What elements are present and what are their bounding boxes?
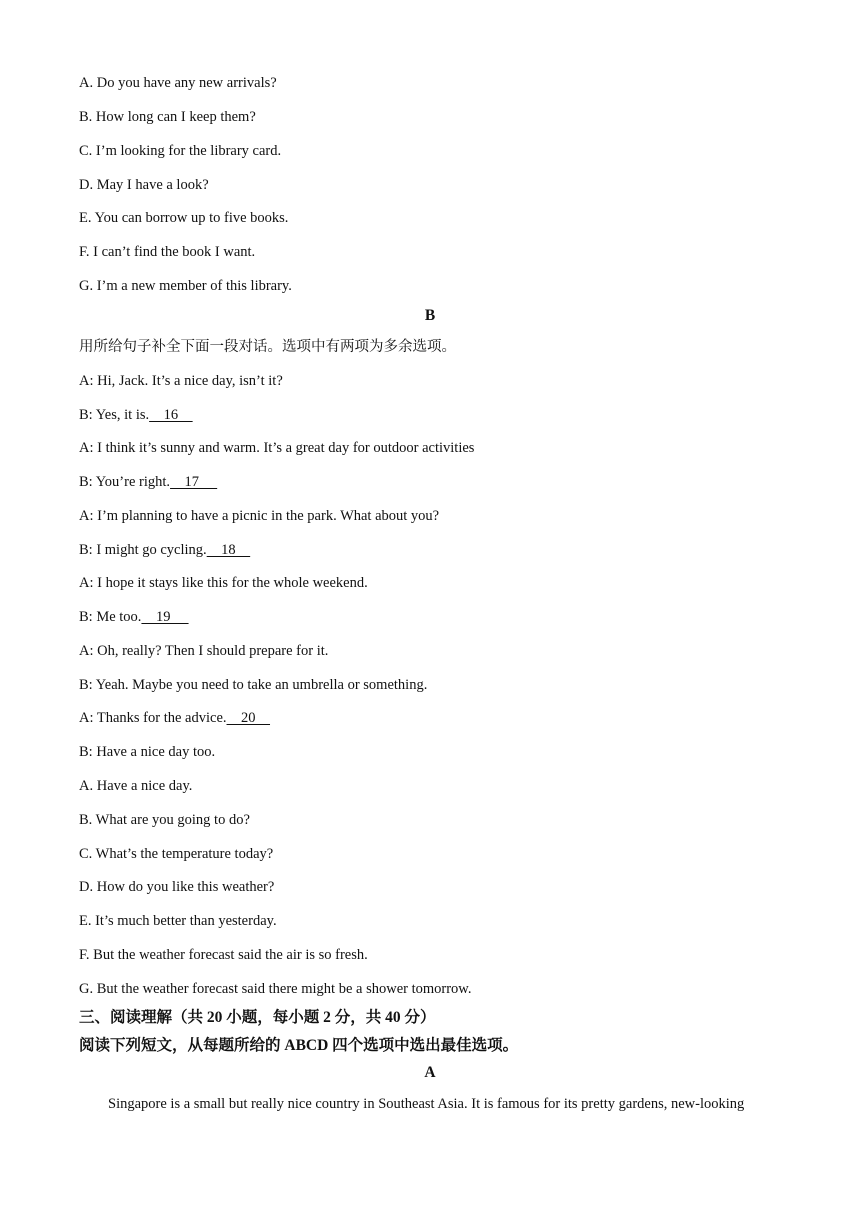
section-b-option-f: F. But the weather forecast said the air is so fresh. — [79, 947, 368, 963]
section-a-option-b: B. How long can I keep them? — [79, 109, 256, 125]
section-b-option-c: C. What’s the temperature today? — [79, 846, 274, 862]
answer-blank-16[interactable]: 16 — [149, 407, 193, 423]
dialogue-line — [79, 439, 474, 457]
dialogue-text: B: Yes, it is. — [79, 407, 150, 423]
section-a-option-a: A. Do you have any new arrivals? — [79, 75, 277, 91]
section-b-option-e: E. It’s much better than yesterday. — [79, 913, 277, 929]
dialogue-line — [79, 608, 189, 626]
section-b-option-d: D. How do you like this weather? — [79, 879, 275, 895]
answer-blank-18[interactable]: 18 — [206, 542, 251, 558]
reading-section-title: 三、阅读理解（共 20 小题，每小题 2 分，共 40 分） — [79, 1009, 436, 1026]
answer-blank-20[interactable]: 20 — [226, 710, 271, 726]
dialogue-text: B: I might go cycling. — [79, 542, 207, 558]
dialogue-line — [79, 541, 250, 559]
dialogue-text: A: Hi, Jack. It’s a nice day, isn’t it? — [79, 373, 283, 389]
dialogue-line — [79, 574, 368, 592]
answer-blank-19[interactable]: 19 — [141, 609, 189, 625]
reading-instruction: 阅读下列短文，从每题所给的 ABCD 四个选项中选出最佳选项。 — [79, 1037, 519, 1054]
dialogue-line — [79, 473, 217, 491]
section-a-option-c: C. I’m looking for the library card. — [79, 143, 282, 159]
section-a-option-e: E. You can borrow up to five books. — [79, 210, 289, 226]
passage-heading: A — [424, 1064, 436, 1081]
section-a-option-g: G. I’m a new member of this library. — [79, 278, 292, 294]
dialogue-text: B: You’re right. — [79, 474, 171, 490]
section-a-option-d: D. May I have a look? — [79, 177, 209, 193]
dialogue-text: B: Me too. — [79, 609, 142, 625]
dialogue-text: B: Have a nice day too. — [79, 744, 216, 760]
dialogue-text: A: I think it’s sunny and warm. It’s a great day for outdoor activities — [79, 440, 475, 456]
dialogue-line — [79, 372, 283, 390]
dialogue-line — [79, 676, 427, 694]
dialogue-line — [79, 709, 270, 727]
dialogue-line — [79, 743, 215, 761]
section-b-heading: B — [424, 307, 436, 324]
section-a-option-f: F. I can’t find the book I want. — [79, 244, 256, 260]
passage-first-line: Singapore is a small but really nice country in Southeast Asia. It is famous for its pretty gardens, new-looking — [108, 1096, 745, 1112]
section-b-option-a: A. Have a nice day. — [79, 778, 193, 794]
dialogue-text: A: Oh, really? Then I should prepare for it. — [79, 643, 329, 659]
dialogue-line — [79, 406, 193, 424]
dialogue-text: A: I hope it stays like this for the whole weekend. — [79, 575, 368, 591]
dialogue-text: B: Yeah. Maybe you need to take an umbrella or something. — [79, 677, 428, 693]
dialogue-line — [79, 642, 328, 660]
dialogue-line — [79, 507, 439, 525]
answer-blank-17[interactable]: 17 — [170, 474, 218, 490]
section-b-option-g: G. But the weather forecast said there might be a shower tomorrow. — [79, 981, 472, 997]
section-b-option-b: B. What are you going to do? — [79, 812, 250, 828]
dialogue-text: A: Thanks for the advice. — [79, 710, 227, 726]
section-b-instruction: 用所给句子补全下面一段对话。选项中有两项为多余选项。 — [79, 339, 456, 355]
dialogue-text: A: I’m planning to have a picnic in the park. What about you? — [79, 508, 440, 524]
